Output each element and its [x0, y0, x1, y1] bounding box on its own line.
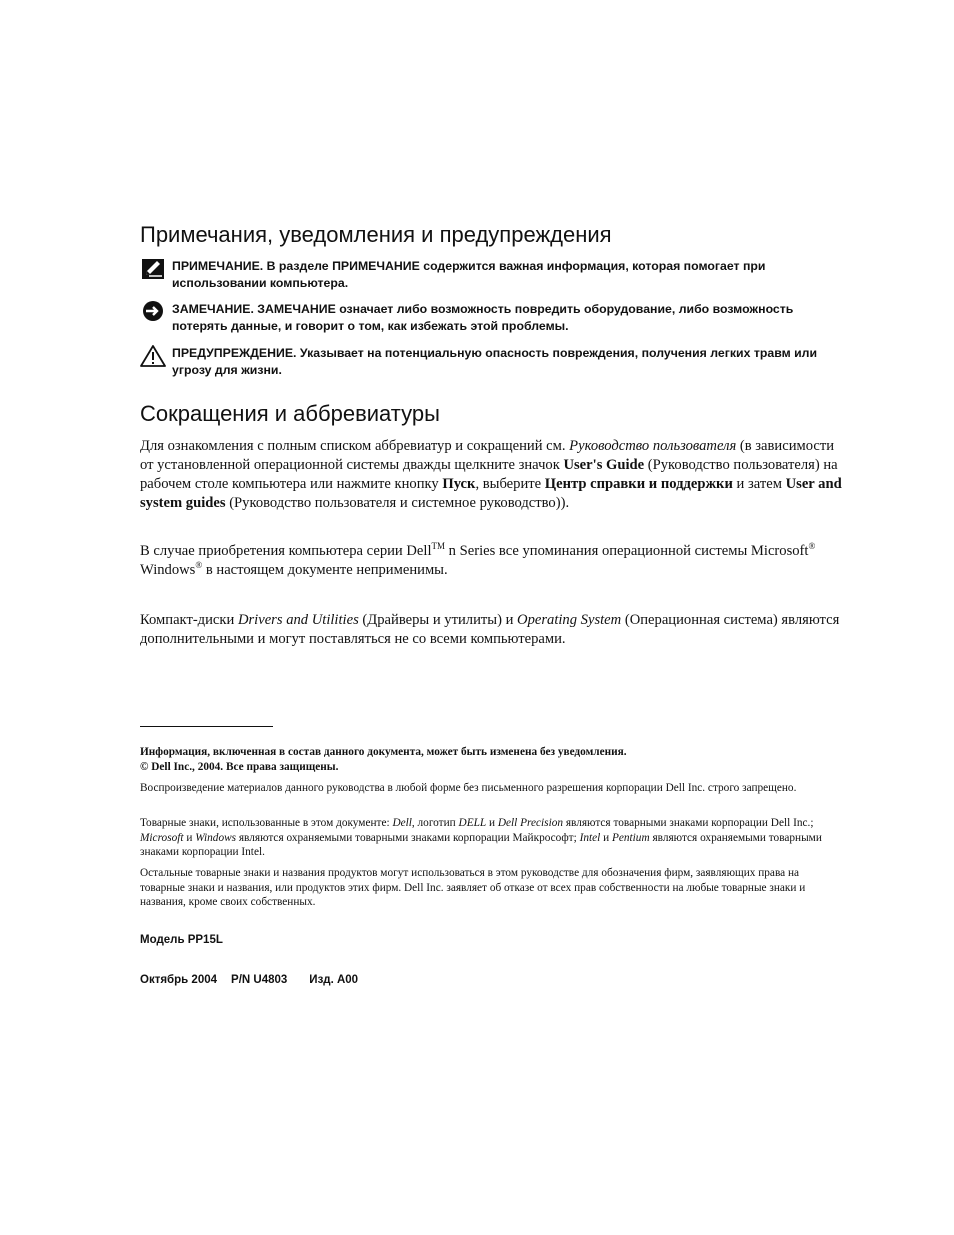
- notice-text: ЗАМЕЧАНИЕ означает либо возможность повредить оборудование, либо возможность потерять данные, и говорит о том, как избежать этой проблемы.: [172, 302, 794, 333]
- notice-block: [140, 301, 842, 335]
- notice-arrow-icon: [140, 301, 166, 323]
- cd-paragraph: [140, 611, 842, 649]
- edition: Изд. A00: [309, 974, 359, 986]
- revision-date: Октябрь 2004: [140, 974, 218, 986]
- note-text: В разделе ПРИМЕЧАНИЕ содержится важная информация, которая помогает при использовании компьютера.: [172, 259, 766, 290]
- registered-sup: ®: [195, 560, 203, 571]
- text-run: являются товарными знаками корпорации Dell Inc.;: [563, 817, 814, 829]
- text-run: являются охраняемыми товарными знаками корпорации Intel.: [140, 831, 822, 858]
- caution-text: Указывает на потенциальную опасность повреждения, получения легких травм или угрозу для жизни.: [172, 346, 818, 377]
- text-run: (Руководство пользователя) на рабочем столе компьютера или нажмите кнопку: [140, 457, 838, 492]
- text-run: Компакт-диски: [140, 612, 238, 628]
- caution-block: [140, 345, 842, 379]
- text-run: , логотип: [411, 817, 459, 829]
- note-label: ПРИМЕЧАНИЕ.: [172, 259, 264, 273]
- text-run: и: [486, 817, 498, 829]
- change-notice: Информация, включенная в состав данного документа, может быть изменена без уведомления.: [140, 746, 627, 758]
- other-trademarks-notice: Остальные товарные знаки и названия продуктов могут использоваться в этом руководстве для обозначения фирм, заявляющих права на товарные знаки и названия, или продуктов этих фирм. Dell Inc. заявляет об отказе от всех прав собственности на любые товарные знаки и названия, кроме своих собственных.: [140, 867, 806, 908]
- copyright-notice: [140, 745, 842, 774]
- help-center-name: Центр справки и поддержки: [544, 476, 733, 492]
- tm-pentium: Pentium: [611, 831, 650, 844]
- warning-triangle-icon: [140, 345, 166, 367]
- text-run: В случае приобретения компьютера серии Dell: [140, 543, 432, 559]
- text-run: Товарные знаки, использованные в этом документе:: [140, 817, 393, 829]
- text-run: и затем: [732, 476, 786, 492]
- heading-notes: Примечания, уведомления и предупреждения: [140, 222, 612, 247]
- tm-dell-logo: DELL: [458, 817, 487, 829]
- tm-windows: Windows: [195, 831, 237, 844]
- tm-dell: Dell: [392, 817, 412, 829]
- caution-label: ПРЕДУПРЕЖДЕНИЕ.: [172, 346, 297, 360]
- pencil-note-icon: [140, 258, 166, 280]
- operating-system-italic: Operating System: [517, 612, 622, 628]
- text-run: , выберите: [475, 476, 545, 492]
- abbreviations-paragraph: [140, 437, 842, 513]
- text-run: являются охраняемыми товарными знаками корпорации Майкрософт;: [236, 831, 580, 844]
- text-run: и: [600, 831, 612, 844]
- text-run: и: [183, 831, 196, 844]
- footnote-divider: [140, 726, 273, 727]
- text-run: (Руководство пользователя и системное руководство)).: [225, 495, 570, 511]
- text-run: (в зависимости от установленной операционной системы дважды щелкните значок: [140, 438, 835, 473]
- copyright-line: © Dell Inc., 2004. Все права защищены.: [140, 760, 339, 773]
- model-number: Модель PP15L: [140, 934, 223, 946]
- note-block: [140, 258, 842, 292]
- trademarks-notice: [140, 816, 842, 860]
- tm-intel: Intel: [579, 831, 601, 844]
- start-button-name: Пуск: [442, 476, 476, 492]
- trademark-sup: TM: [431, 541, 446, 552]
- n-series-paragraph: [140, 542, 842, 580]
- text-run: в настоящем документе неприменимы.: [202, 562, 448, 578]
- heading-abbreviations: Сокращения и аббревиатуры: [140, 401, 440, 426]
- notice-label: ЗАМЕЧАНИЕ.: [172, 302, 254, 316]
- text-run: (Операционная система) являются дополнительными и могут поставляться не со всеми компьютерами.: [140, 612, 840, 647]
- text-run: (Драйверы и утилиты) и: [358, 612, 518, 628]
- users-guide-italic: Руководство пользователя: [569, 438, 737, 454]
- reproduction-notice: Воспроизведение материалов данного руководства в любой форме без письменного разрешения корпорации Dell Inc. строго запрещено.: [140, 782, 797, 794]
- users-guide-icon-name: User's Guide: [563, 457, 645, 473]
- text-run: Windows: [140, 562, 196, 578]
- text-run: n Series все упоминания операционной системы Microsoft: [445, 543, 809, 559]
- part-number: P/N U4803: [231, 974, 288, 986]
- text-run: Для ознакомления с полным списком аббревиатур и сокращений см.: [140, 438, 570, 454]
- drivers-utilities-italic: Drivers and Utilities: [237, 612, 359, 628]
- tm-dell-precision: Dell Precision: [497, 817, 564, 829]
- revision-line: [140, 973, 358, 988]
- registered-sup: ®: [808, 541, 816, 552]
- system-guides-name: User and system guides: [140, 476, 842, 511]
- tm-microsoft: Microsoft: [140, 831, 184, 844]
